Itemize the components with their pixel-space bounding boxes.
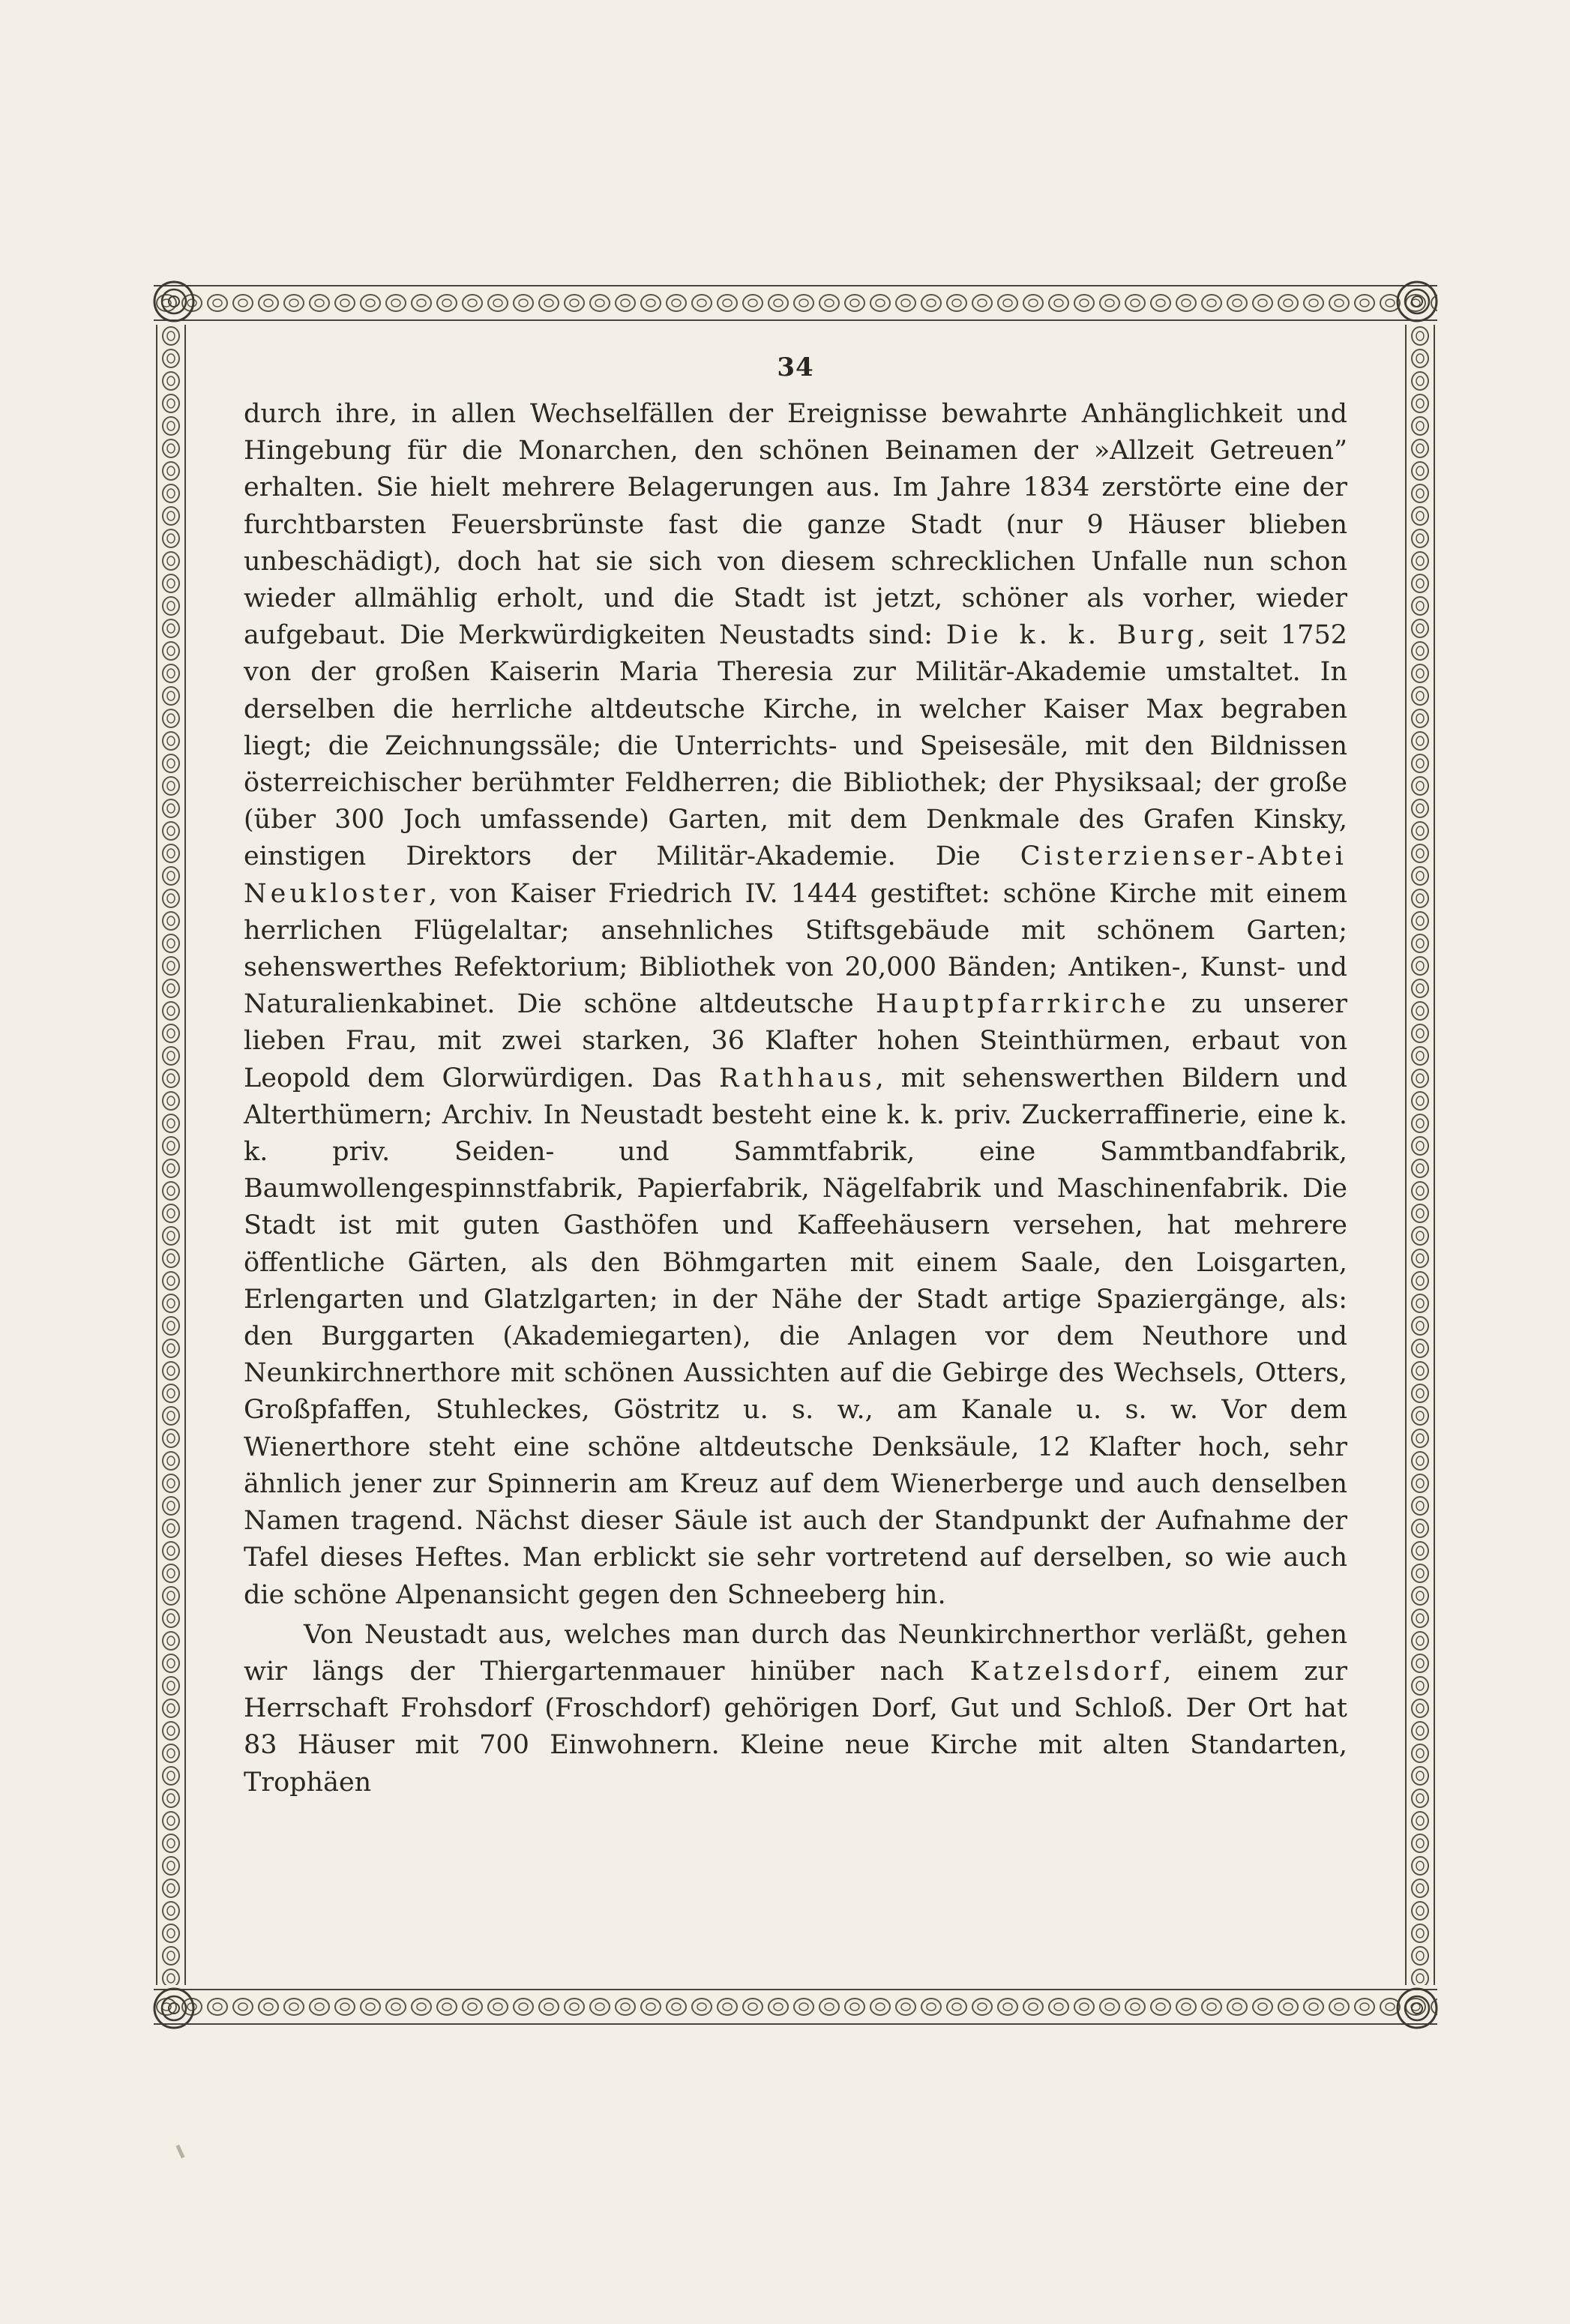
emphasized-term: Hauptpfarrkirche (875, 989, 1170, 1020)
page-number: 34 (777, 352, 814, 382)
corner-ornament-top-right (1391, 275, 1443, 328)
paragraph (244, 1617, 1347, 1801)
emphasized-term: Die k. k. Burg (945, 620, 1198, 651)
text-run: , von Kaiser Friedrich IV. 1444 gestiftet: schöne Kirche mit einem herrlichen Flügelaltar; ansehnliches Stiftsgebäude mit schönem Garten; sehenswerthes Refektorium; Bibliothek von 20,000 Bänden; Antiken-, Kunst- und Naturalienkabinet. Die schöne altdeutsche (244, 878, 1347, 1020)
text-run: , seit 1752 von der großen Kaiserin Maria Theresia zur Militär-Akademie umstaltet. In derselben die herrliche altdeutsche Kirche, in welcher Kaiser Max begraben liegt; die Zeichnungssäle; die Unterrichts- und Speisesäle, mit den Bildnissen österreichischer berühmter Feldherren; die Bibliothek; der Physiksaal; der große (über 300 Joch umfassende) Garten, mit dem Denkmale des Grafen Kinsky, einstigen Direktors der Militär-Akademie. Die (244, 620, 1347, 872)
corner-ornament-top-left (148, 275, 200, 328)
ornament-border-right (1403, 325, 1437, 1985)
text-run: Von Neustadt aus, welches man durch das Neunkirchnerthor verläßt, gehen wir längs der Thiergartenmauer hinüber nach (244, 1619, 1347, 1687)
text-run: zu unserer lieben Frau, mit zwei starken, 36 Klafter hohen Steinthürmen, erbaut von Leopold dem Glorwürdigen. Das (244, 989, 1347, 1093)
emphasized-term: Katzelsdorf (969, 1656, 1164, 1687)
page-content (244, 352, 1347, 1965)
text-run: durch ihre, in allen Wechselfällen der Ereignisse bewahrte Anhänglichkeit und Hingebung für die Monarchen, den schönen Beinamen der »Allzeit Getreuen” erhalten. Sie hielt mehrere Belagerungen aus. Im Jahre 1834 zerstörte eine der furchtbarsten Feuersbrünste fast die ganze Stadt (nur 9 Häuser blieben unbeschädigt), doch hat sie sich von diesem schrecklichen Unfalle nun schon wieder allmählig erholt, und die Stadt ist jetzt, schöner als vorher, wieder aufgebaut. Die Merkwürdigkeiten Neustadts sind: (244, 399, 1347, 651)
emphasized-term: Rathhaus (719, 1063, 876, 1093)
text-run: , mit sehenswerthen Bildern und Alterthümern; Archiv. In Neustadt besteht eine k. k. priv. Zuckerraffinerie, eine k. k. priv. Seiden- und Sammtfabrik, eine Sammtbandfabrik, Baumwollengespinnstfabrik, Papierfabrik, Nägelfabrik und Maschinenfabrik. Die Stadt ist mit guten Gasthöfen und Kaffeehäusern versehen, hat mehrere öffentliche Gärten, als den Böhmgarten mit einem Saale, den Loisgarten, Erlengarten und Glatzlgarten; in der Nähe der Stadt artige Spaziergänge, als: den Burggarten (Akademiegarten), die Anlagen vor dem Neuthore und Neunkirchnerthore mit schönen Aussichten auf die Gebirge des Wechsels, Otters, Großpfaffen, Stuhleckes, Göstritz u. s. w., am Kanale u. s. w. Vor dem Wienerthore steht eine schöne altdeutsche Denksäule, 12 Klafter hoch, sehr ähnlich jener zur Spinnerin am Kreuz auf dem Wienerberge und auch denselben Namen tragend. Nächst dieser Säule ist auch der Standpunkt der Aufnahme der Tafel dieses Heftes. Man erblickt sie sehr vortretend auf derselben, so wie auch die schöne Alpenansicht gegen den Schneeberg hin. (244, 1063, 1347, 1610)
ornament-border-top (154, 281, 1437, 325)
ornamental-frame (154, 281, 1437, 2029)
paper-blemish (175, 2145, 184, 2158)
paragraph (244, 396, 1347, 1614)
text-run: , einem zur Herrschaft Frohsdorf (Froschdorf) gehörigen Dorf, Gut und Schloß. Der Ort hat 83 Häuser mit 700 Einwohnern. Kleine neue Kirche mit alten Standarten, Trophäen (244, 1656, 1347, 1798)
corner-ornament-bottom-right (1391, 1982, 1443, 2035)
ornament-border-left (154, 325, 188, 1985)
corner-ornament-bottom-left (148, 1982, 200, 2035)
emphasized-term: Cisterzienser-Abtei Neukloster (244, 841, 1347, 909)
ornament-border-bottom (154, 1985, 1437, 2029)
